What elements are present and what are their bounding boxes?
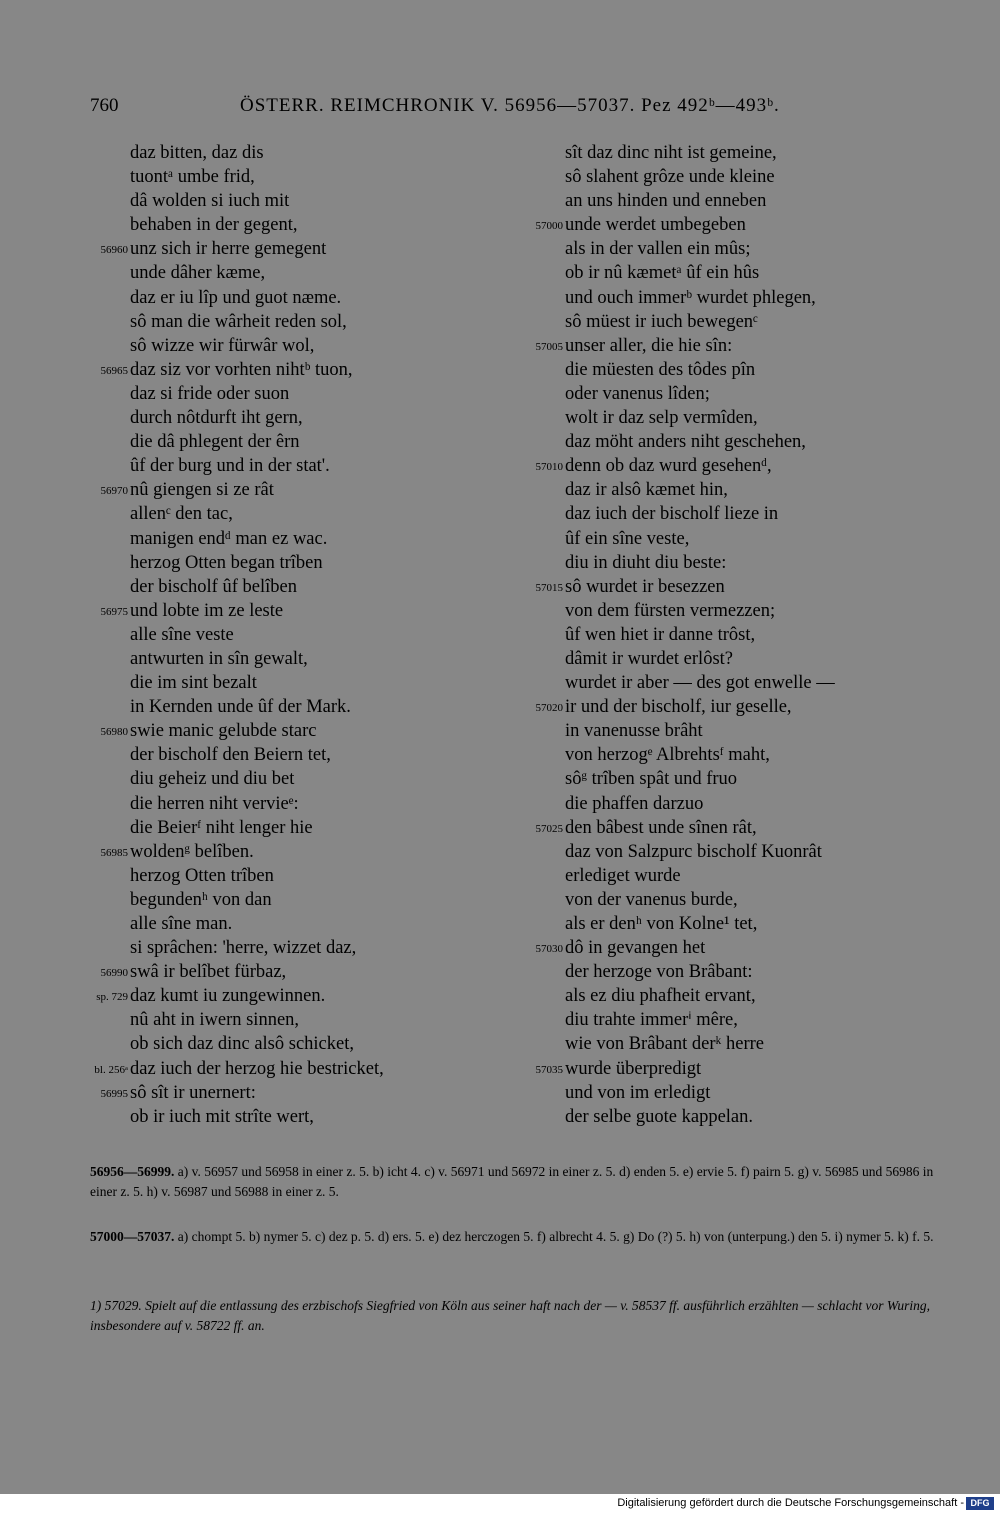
verse-line <box>525 551 945 575</box>
verse-text: manigen endᵈ man ez wac. <box>130 528 328 549</box>
verse-line <box>90 261 510 285</box>
verse-line <box>90 575 510 599</box>
verse-line <box>525 478 945 502</box>
verse-text: wurdet ir aber — des got enwelle — <box>565 673 835 694</box>
verse-line <box>90 912 510 936</box>
verse-line <box>90 864 510 888</box>
verse-line <box>525 165 945 189</box>
verse-text: den bâbest unde sînen rât, <box>565 817 757 838</box>
verse-line <box>90 743 510 767</box>
verse-line <box>525 502 945 526</box>
verse-text: daz bitten, daz dis <box>130 143 264 163</box>
verse-number: 57010 <box>535 461 563 474</box>
verse-text: ir und der bischolf, iur geselle, <box>565 697 792 718</box>
verse-line <box>90 1081 510 1105</box>
verse-number: 57020 <box>535 702 563 715</box>
verse-text: alle sîne man. <box>130 914 233 934</box>
verse-text: die dâ phlegent der êrn <box>130 432 300 453</box>
verse-line <box>90 647 510 671</box>
verse-text: daz iuch der herzog hie bestricket, <box>130 1058 384 1079</box>
verse-line <box>525 767 945 791</box>
verse-line <box>525 382 945 406</box>
verse-text: diu trahte immerⁱ mêre, <box>565 1010 738 1031</box>
verse-line <box>90 454 510 478</box>
verse-number: 56990 <box>100 967 128 980</box>
verse-line <box>90 165 510 189</box>
verse-text: oder vanenus lîden; <box>565 383 710 404</box>
verse-text: daz er iu lîp und guot næme. <box>130 287 342 308</box>
verse-number: 56985 <box>100 846 128 859</box>
verse-line <box>525 840 945 864</box>
verse-line <box>90 671 510 695</box>
verse-text: swie manic gelubde starc <box>130 721 317 742</box>
verse-text: die Beierᶠ niht lenger hie <box>130 817 313 838</box>
verse-line <box>525 237 945 261</box>
verse-text: daz möht anders niht geschehen, <box>565 432 806 453</box>
verse-text: sît daz dinc niht ist gemeine, <box>565 143 777 163</box>
apparatus-range-1: 56956—56999. <box>90 1164 175 1179</box>
verse-line <box>525 864 945 888</box>
verse-text: daz ir alsô kæmet hin, <box>565 480 728 501</box>
verse-text: dâmit ir wurdet erlôst? <box>565 648 733 669</box>
verse-number: 56960 <box>100 244 128 257</box>
verse-number: bl. 256ᵃ <box>94 1063 128 1076</box>
verse-line <box>525 816 945 840</box>
verse-text: von der vanenus burde, <box>565 889 738 910</box>
verse-line <box>525 454 945 478</box>
verse-line <box>90 888 510 912</box>
verse-number: 56965 <box>100 364 128 377</box>
verse-line <box>90 936 510 960</box>
commentary-text: 1) 57029. Spielt auf die entlassung des erzbischofs Siegfried von Köln aus seiner haft nach der — v. 58537 ff. ausführlich erzählten — schlacht vor Wuring, insbesondere auf v. 58722 ff. an. <box>90 1298 931 1333</box>
verse-text: herzog Otten trîben <box>130 865 274 886</box>
verse-number: 57030 <box>535 943 563 956</box>
verse-text: die im sint bezalt <box>130 673 257 694</box>
verse-text: sô man die wârheit reden sol, <box>130 311 347 332</box>
funding-notice: Digitalisierung gefördert durch die Deutsche Forschungsgemeinschaft - <box>617 1497 964 1509</box>
verse-line <box>525 936 945 960</box>
verse-text: begundenʰ von dan <box>130 889 272 910</box>
verse-line <box>525 912 945 936</box>
verse-text: wie von Brâbant derᵏ herre <box>565 1034 764 1055</box>
verse-text: unde dâher kæme, <box>130 263 266 284</box>
verse-text: von dem fürsten vermezzen; <box>565 600 776 621</box>
verse-text: ob ir nû kæmetᵃ ûf ein hûs <box>565 263 760 284</box>
verse-line <box>525 1105 945 1129</box>
verse-text: sô sît ir unernert: <box>130 1082 256 1103</box>
verse-text: behaben in der gegent, <box>130 215 298 236</box>
apparatus-text-2: a) chompt 5. b) nymer 5. c) dez p. 5. d) ers. 5. e) dez herczogen 5. f) albrecht 4. 5. g) Do (?) 5. h) von (unterpung.) den 5. i) nymer 5. k) f. 5. <box>177 1229 934 1244</box>
verse-text: und ouch immerᵇ wurdet phlegen, <box>565 287 816 308</box>
verse-line <box>525 1081 945 1105</box>
verse-line <box>90 310 510 334</box>
verse-text: si sprâchen: 'herre, wizzet daz, <box>130 938 357 959</box>
verse-line <box>525 189 945 213</box>
verse-line <box>90 551 510 575</box>
commentary-note <box>90 1296 935 1336</box>
verse-text: sôᵍ trîben spât und fruo <box>565 769 738 790</box>
verse-line <box>525 743 945 767</box>
verse-text: wolt ir daz selp vermîden, <box>565 408 758 429</box>
verse-line <box>90 816 510 840</box>
verse-line <box>90 599 510 623</box>
verse-number: sp. 729 <box>96 991 128 1004</box>
verse-line <box>90 478 510 502</box>
verse-line <box>525 334 945 358</box>
verse-text: die herren niht vervieᵉ: <box>130 793 299 814</box>
verse-line <box>525 671 945 695</box>
verse-line <box>525 575 945 599</box>
verse-text: der bischolf ûf belîben <box>130 576 297 597</box>
verse-text: ob sich daz dinc alsô schicket, <box>130 1034 354 1055</box>
verse-text: sô wizze wir fürwâr wol, <box>130 335 315 356</box>
verse-text: erlediget wurde <box>565 865 681 886</box>
verse-text: der herzoge von Brâbant: <box>565 962 753 983</box>
verse-text: denn ob daz wurd gesehenᵈ, <box>565 456 772 477</box>
verse-text: als er denʰ von Kolne¹ tet, <box>565 914 758 934</box>
verse-line <box>90 527 510 551</box>
verse-text: herzog Otten began trîben <box>130 552 323 573</box>
verse-number: 57000 <box>535 220 563 233</box>
verse-line <box>90 334 510 358</box>
verse-text: daz kumt iu zungewinnen. <box>130 986 326 1007</box>
verse-line <box>90 382 510 406</box>
verse-text: von herzogᵉ Albrehtsᶠ maht, <box>565 745 770 766</box>
verse-text: unser aller, die hie sîn: <box>565 335 733 356</box>
verse-line <box>525 1057 945 1081</box>
verse-text: als in der vallen ein mûs; <box>565 239 751 260</box>
verse-text: die müesten des tôdes pîn <box>565 359 756 380</box>
verse-text: ob ir iuch mit strîte wert, <box>130 1106 314 1127</box>
verse-line <box>525 213 945 237</box>
running-title: ÖSTERR. REIMCHRONIK V. 56956—57037. Pez 492ᵇ—493ᵇ. <box>240 95 780 116</box>
verse-line <box>90 984 510 1008</box>
verse-line <box>525 960 945 984</box>
verse-text: diu in diuht diu beste: <box>565 552 727 573</box>
verse-line <box>525 141 945 165</box>
verse-text: antwurten in sîn gewalt, <box>130 648 308 669</box>
verse-number: 56975 <box>100 605 128 618</box>
verse-line <box>90 767 510 791</box>
verse-text: swâ ir belîbet fürbaz, <box>130 962 287 983</box>
verse-line <box>90 1105 510 1129</box>
verse-line <box>525 261 945 285</box>
verse-text: nû giengen si ze rât <box>130 480 274 501</box>
verse-text: nû aht in iwern sinnen, <box>130 1010 300 1031</box>
verse-line <box>90 1057 510 1081</box>
verse-text: tuontᵃ umbe frid, <box>130 167 255 188</box>
verse-line <box>525 792 945 816</box>
verse-text: in vanenusse brâht <box>565 721 703 742</box>
verse-line <box>525 599 945 623</box>
verse-line <box>525 888 945 912</box>
verse-text: alle sîne veste <box>130 624 234 645</box>
verse-line <box>90 1032 510 1056</box>
verse-number: 56970 <box>100 485 128 498</box>
verse-number: 57025 <box>535 822 563 835</box>
verse-line <box>90 623 510 647</box>
verse-line <box>525 406 945 430</box>
verse-line <box>525 1008 945 1032</box>
apparatus-text-1: a) v. 56957 und 56958 in einer z. 5. b) icht 4. c) v. 56971 und 56972 in einer z. 5. d) enden 5. e) ervie 5. f) pairn 5. g) v. 56985 und 56986 in einer z. 5. h) v. 56987 und 56988 in einer z. 5. <box>90 1164 934 1199</box>
verse-text: dô in gevangen het <box>565 938 706 959</box>
verse-text: und lobte im ze leste <box>130 600 284 621</box>
verse-line <box>525 984 945 1008</box>
verse-line <box>525 719 945 743</box>
verse-text: ûf wen hiet ir danne trôst, <box>565 624 756 645</box>
verse-line <box>90 695 510 719</box>
verse-line <box>90 189 510 213</box>
verse-line <box>90 286 510 310</box>
verse-line <box>90 719 510 743</box>
page-header <box>90 95 930 123</box>
verse-text: daz iuch der bischolf lieze in <box>565 504 779 525</box>
verse-line <box>90 358 510 382</box>
verse-line <box>90 1008 510 1032</box>
verse-text: an uns hinden und enneben <box>565 191 767 212</box>
verse-text: sô müest ir iuch bewegenᶜ <box>565 311 758 332</box>
verse-line <box>525 1032 945 1056</box>
apparatus-notes-1 <box>90 1162 935 1202</box>
verse-line <box>90 141 510 165</box>
footer-bar <box>0 1494 1000 1514</box>
verse-line <box>525 286 945 310</box>
verse-text: in Kernden unde ûf der Mark. <box>130 697 351 718</box>
verse-line <box>525 310 945 334</box>
verse-number: 57015 <box>535 581 563 594</box>
verse-text: woldenᵍ belîben. <box>130 841 254 862</box>
page-number: 760 <box>90 95 119 116</box>
verse-line <box>90 960 510 984</box>
verse-number: 57035 <box>535 1063 563 1076</box>
verse-text: daz siz vor vorhten nihtᵇ tuon, <box>130 359 353 380</box>
verse-text: daz si fride oder suon <box>130 383 290 404</box>
left-verse-column <box>90 141 510 1129</box>
verse-text: sô wurdet ir besezzen <box>565 576 725 597</box>
verse-text: daz von Salzpurc bischolf Kuonrât <box>565 841 822 862</box>
dfg-logo-icon: DFG <box>966 1497 994 1510</box>
verse-line <box>525 527 945 551</box>
verse-number: 56980 <box>100 726 128 739</box>
verse-text: ûf ein sîne veste, <box>565 528 690 549</box>
verse-number: 57005 <box>535 340 563 353</box>
verse-number: 56995 <box>100 1087 128 1100</box>
verse-line <box>525 695 945 719</box>
verse-text: der bischolf den Beiern tet, <box>130 745 331 766</box>
verse-line <box>90 430 510 454</box>
verse-text: durch nôtdurft iht gern, <box>130 408 303 429</box>
verse-line <box>525 430 945 454</box>
verse-text: und von im erledigt <box>565 1082 711 1103</box>
verse-line <box>525 358 945 382</box>
verse-text: allenᶜ den tac, <box>130 504 233 525</box>
verse-line <box>525 647 945 671</box>
verse-line <box>90 502 510 526</box>
verse-text: der selbe guote kappelan. <box>565 1106 754 1127</box>
apparatus-range-2: 57000—57037. <box>90 1229 175 1244</box>
apparatus-notes-2 <box>90 1227 935 1247</box>
verse-line <box>90 213 510 237</box>
verse-text: dâ wolden si iuch mit <box>130 191 290 212</box>
verse-text: wurde überpredigt <box>565 1058 702 1079</box>
verse-text: diu geheiz und diu bet <box>130 769 295 790</box>
verse-line <box>90 792 510 816</box>
verse-line <box>90 840 510 864</box>
right-verse-column <box>525 141 945 1129</box>
verse-line <box>90 237 510 261</box>
verse-text: ûf der burg und in der stat'. <box>130 456 330 477</box>
verse-text: unz sich ir herre gemegent <box>130 239 327 260</box>
verse-text: die phaffen darzuo <box>565 793 704 814</box>
verse-line <box>90 406 510 430</box>
verse-line <box>525 623 945 647</box>
verse-text: als ez diu phafheit ervant, <box>565 986 756 1007</box>
verse-text: sô slahent grôze unde kleine <box>565 167 775 188</box>
verse-text: unde werdet umbegeben <box>565 215 746 236</box>
